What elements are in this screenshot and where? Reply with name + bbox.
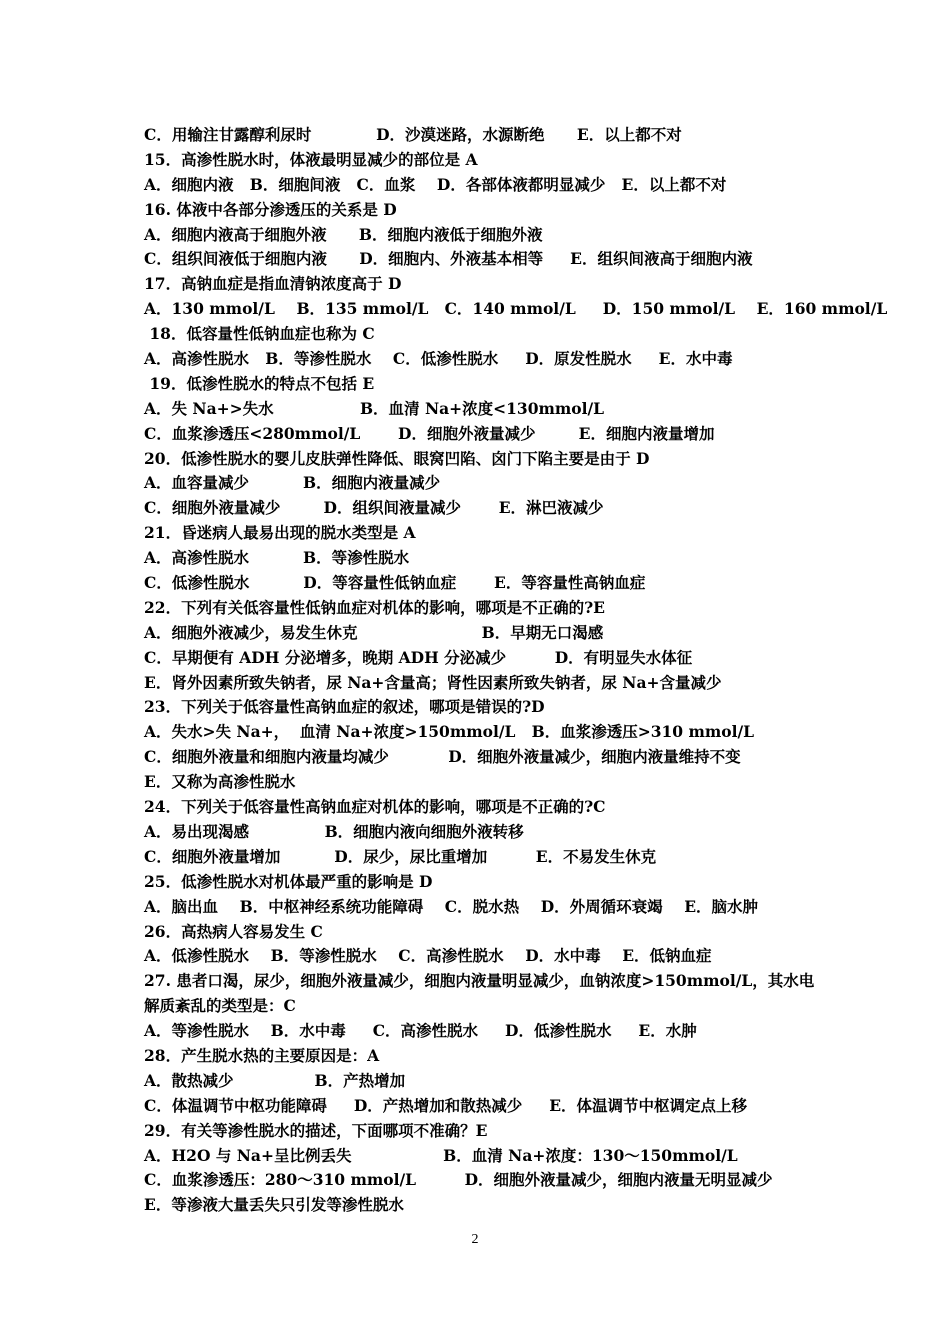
text-line: C．血浆渗透压：280～310 mmol/L D．细胞外液量减少，细胞内液量无明显减少 [144,1170,773,1190]
text-line: A．H2O 与 Na+呈比例丢失 B．血清 Na+浓度：130～150mmol/L [144,1145,738,1165]
text-line: C．细胞外液量增加 D．尿少，尿比重增加 E．不易发生休克 [144,846,657,866]
text-line: A．脑出血 B．中枢神经系统功能障碍 C．脱水热 D．外周循环衰竭 E．脑水肿 [144,896,759,916]
text-line: A．等渗性脱水 B．水中毒 C．高渗性脱水 D．低渗性脱水 E．水肿 [144,1021,697,1041]
text-line: C．低渗性脱水 D．等容量性低钠血症 E．等容量性高钠血症 [144,573,646,593]
text-line: A．易出现渴感 B．细胞内液向细胞外液转移 [144,821,524,841]
text-line: A．130 mmol/L B．135 mmol/L C．140 mmol/L D．150 mmol/L E．160 mmol/L [144,299,888,319]
text-line: E．肾外因素所致失钠者，尿 Na+含量高；肾性因素所致失钠者，尿 Na+含量减少 [144,672,722,692]
text-line: A．低渗性脱水 B．等渗性脱水 C．高渗性脱水 D．水中毒 E．低钠血症 [144,946,712,966]
text-line: A．高渗性脱水 B．等渗性脱水 [144,548,410,568]
text-line: C．细胞外液量减少 D．组织间液量减少 E．淋巴液减少 [144,498,604,518]
text-line: A．高渗性脱水 B．等渗性脱水 C．低渗性脱水 D．原发性脱水 E．水中毒 [144,349,733,369]
text-line: 28．产生脱水热的主要原因是：A [144,1045,380,1065]
text-line: 18．低容量性低钠血症也称为 C [144,324,375,344]
text-line: 19．低渗性脱水的特点不包括 E [144,373,375,393]
text-line: C．早期便有 ADH 分泌增多，晚期 ADH 分泌减少 D．有明显失水体征 [144,647,693,667]
text-line: 20．低渗性脱水的婴儿皮肤弹性降低、眼窝凹陷、囟门下陷主要是由于 D [144,448,650,468]
text-line: A．失水>失 Na+， 血清 Na+浓度>150mmol/L B．血浆渗透压>310 mmol/L [144,722,755,742]
text-line: C．组织间液低于细胞内液 D．细胞内、外液基本相等 E．组织间液高于细胞内液 [144,249,753,269]
question-text-block [144,123,888,1218]
text-line: A．细胞内液高于细胞外液 B．细胞内液低于细胞外液 [144,224,543,244]
text-line: 29．有关等渗性脱水的描述，下面哪项不准确？E [144,1120,488,1140]
text-line: C．用输注甘露醇利尿时 D．沙漠迷路，水源断绝 E．以上都不对 [144,125,682,144]
text-line: A．细胞内液 B．细胞间液 C．血浆 D．各部体液都明显减少 E．以上都不对 [144,174,727,194]
text-line: E．又称为高渗性脱水 [144,772,296,792]
text-line: A．散热减少 B．产热增加 [144,1070,406,1090]
text-line: C．体温调节中枢功能障碍 D．产热增加和散热减少 E．体温调节中枢调定点上移 [144,1095,748,1115]
text-line: 26．高热病人容易发生 C [144,921,323,941]
text-line: 16. 体液中各部分渗透压的关系是 D [144,199,397,219]
text-line: 22．下列有关低容量性低钠血症对机体的影响，哪项是不正确的?E [144,597,605,617]
text-line: 27. 患者口渴，尿少，细胞外液量减少，细胞内液量明显减少，血钠浓度>150mmol/L，其水电 [144,971,815,991]
text-line: 15．高渗性脱水时，体液最明显减少的部位是 A [144,149,478,169]
text-line: 解质紊乱的类型是：C [144,996,296,1016]
text-line: 25．低渗性脱水对机体最严重的影响是 D [144,871,433,891]
text-line: 24．下列关于低容量性高钠血症对机体的影响，哪项是不正确的?C [144,797,606,817]
text-line: C．细胞外液量和细胞内液量均减少 D．细胞外液量减少，细胞内液量维持不变 [144,747,741,767]
text-line: A．细胞外液减少，易发生休克 B．早期无口渴感 [144,622,604,642]
text-line: 23．下列关于低容量性高钠血症的叙述，哪项是错误的?D [144,697,545,717]
text-line: A．血容量减少 B．细胞内液量减少 [144,473,441,493]
text-line: A．失 Na+>失水 B．血清 Na+浓度<130mmol/L [144,398,605,418]
text-line: E．等渗液大量丢失只引发等渗性脱水 [144,1195,404,1215]
text-line: 17．高钠血症是指血清钠浓度高于 D [144,274,402,294]
page-number: 2 [471,1232,479,1247]
text-line: 21．昏迷病人最易出现的脱水类型是 A [144,523,416,543]
text-line: C．血浆渗透压<280mmol/L D．细胞外液量减少 E．细胞内液量增加 [144,423,715,443]
